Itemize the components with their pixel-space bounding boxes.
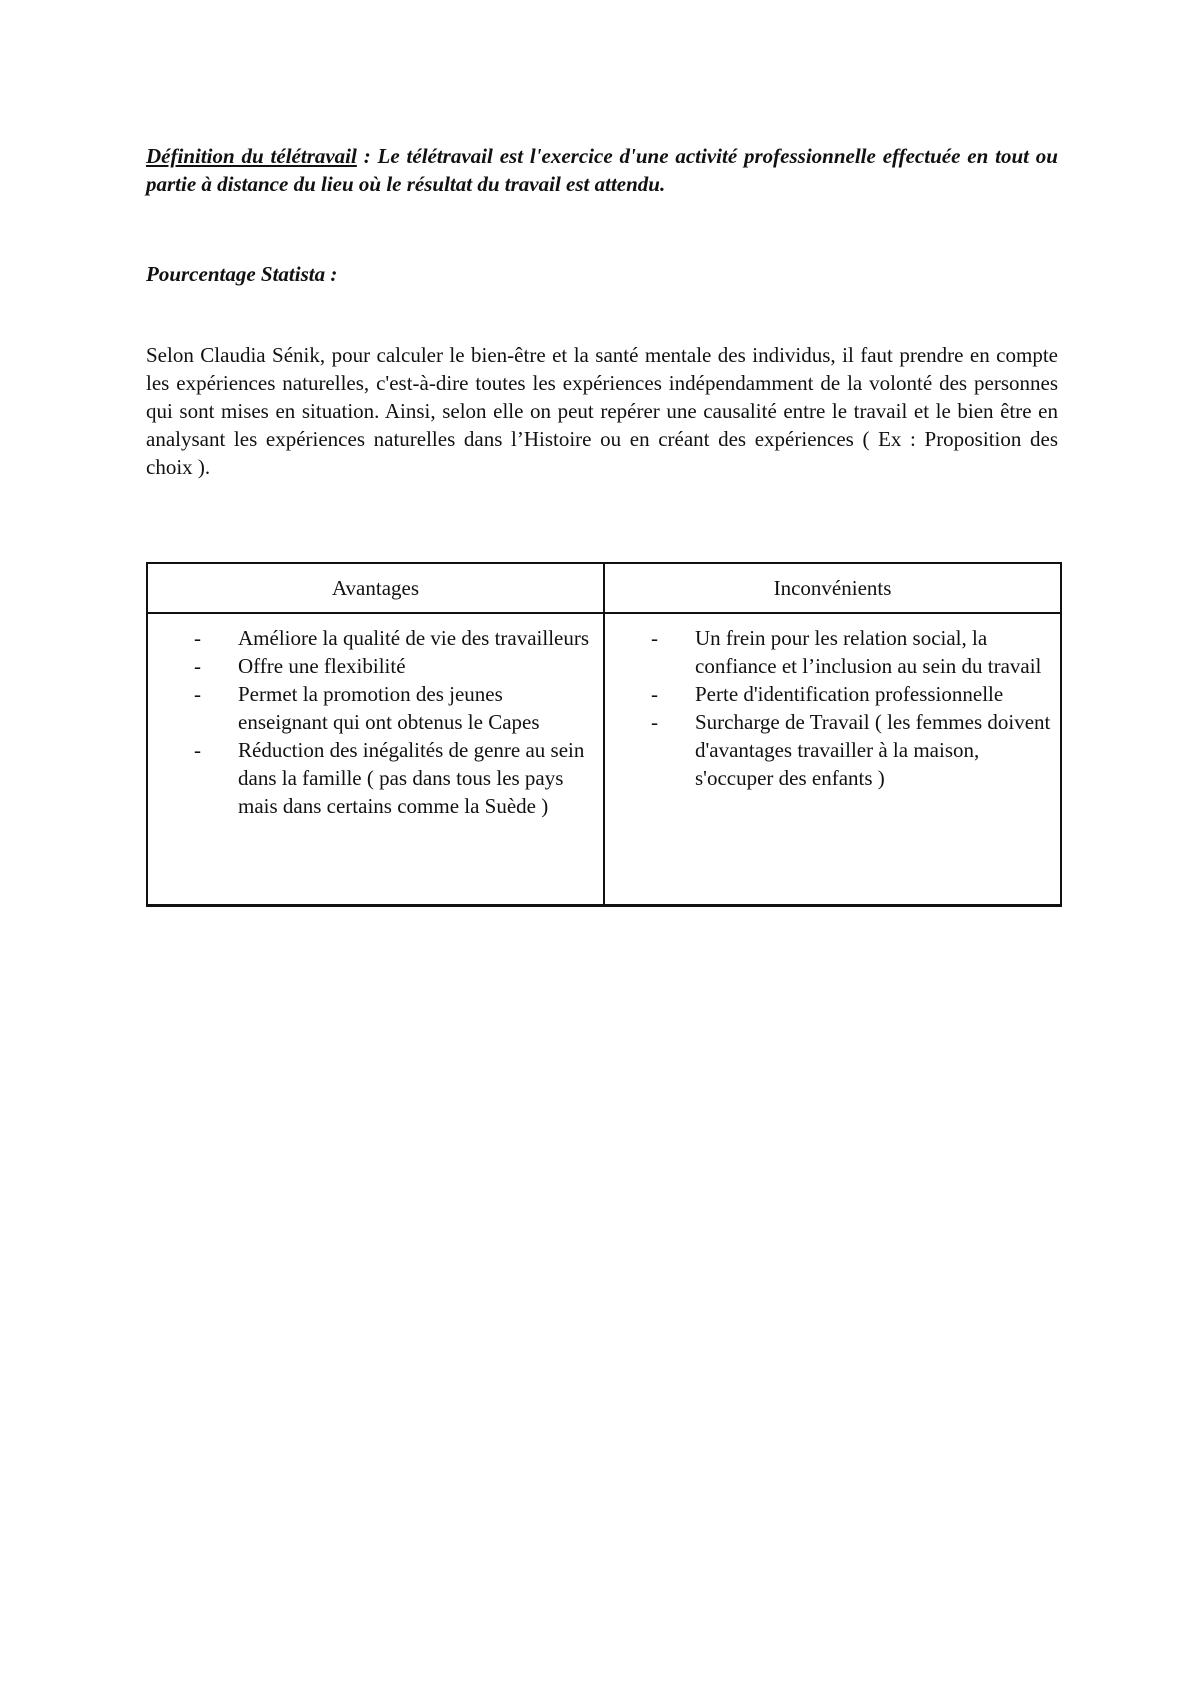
list-item: - Un frein pour les relation social, la confiance et l’inclusion au sein du travail (651, 624, 1052, 680)
definition-paragraph (146, 142, 1058, 198)
header-inconvenients: Inconvénients (604, 563, 1061, 613)
comparison-table-wrapper (146, 562, 1062, 907)
list-item: - Perte d'identification professionnelle (651, 680, 1052, 708)
body-paragraph: Selon Claudia Sénik, pour calculer le bien-être et la santé mentale des individus, il faut prendre en compte les expériences naturelles, c'est-à-dire toutes les expériences indépendamment de la volonté des personnes qui sont mises en situation. Ainsi, selon elle on peut repérer une causalité entre le travail et le bien être en analysant les expériences naturelles dans l’Histoire ou en créant des expériences ( Ex : Proposition des choix ). (146, 343, 1058, 479)
definition-term: Définition du télétravail (146, 144, 357, 168)
list-item: - Offre une flexibilité (194, 652, 595, 680)
avantages-list (156, 624, 595, 820)
avantages-cell (147, 613, 604, 906)
header-avantages: Avantages (147, 563, 604, 613)
document-page (146, 142, 1058, 818)
list-item: - Permet la promotion des jeunes enseignant qui ont obtenus le Capes (194, 680, 595, 736)
list-item: - Surcharge de Travail ( les femmes doivent d'avantages travailler à la maison, s'occuper des enfants ) (651, 708, 1052, 792)
section-title: Pourcentage Statista : (146, 262, 338, 286)
table-row (147, 613, 1061, 906)
definition-text: : Le télétravail est l'exercice d'une activité professionnelle effectuée en tout ou partie à distance du lieu où le résultat du travail est attendu. (146, 144, 1058, 196)
inconvenients-list (613, 624, 1052, 792)
comparison-table (146, 562, 1062, 907)
list-item: - Réduction des inégalités de genre au sein dans la famille ( pas dans tous les pays mais dans certains comme la Suède ) (194, 736, 595, 820)
table-header-row (147, 563, 1061, 613)
inconvenients-cell (604, 613, 1061, 906)
list-item: - Améliore la qualité de vie des travailleurs (194, 624, 595, 652)
